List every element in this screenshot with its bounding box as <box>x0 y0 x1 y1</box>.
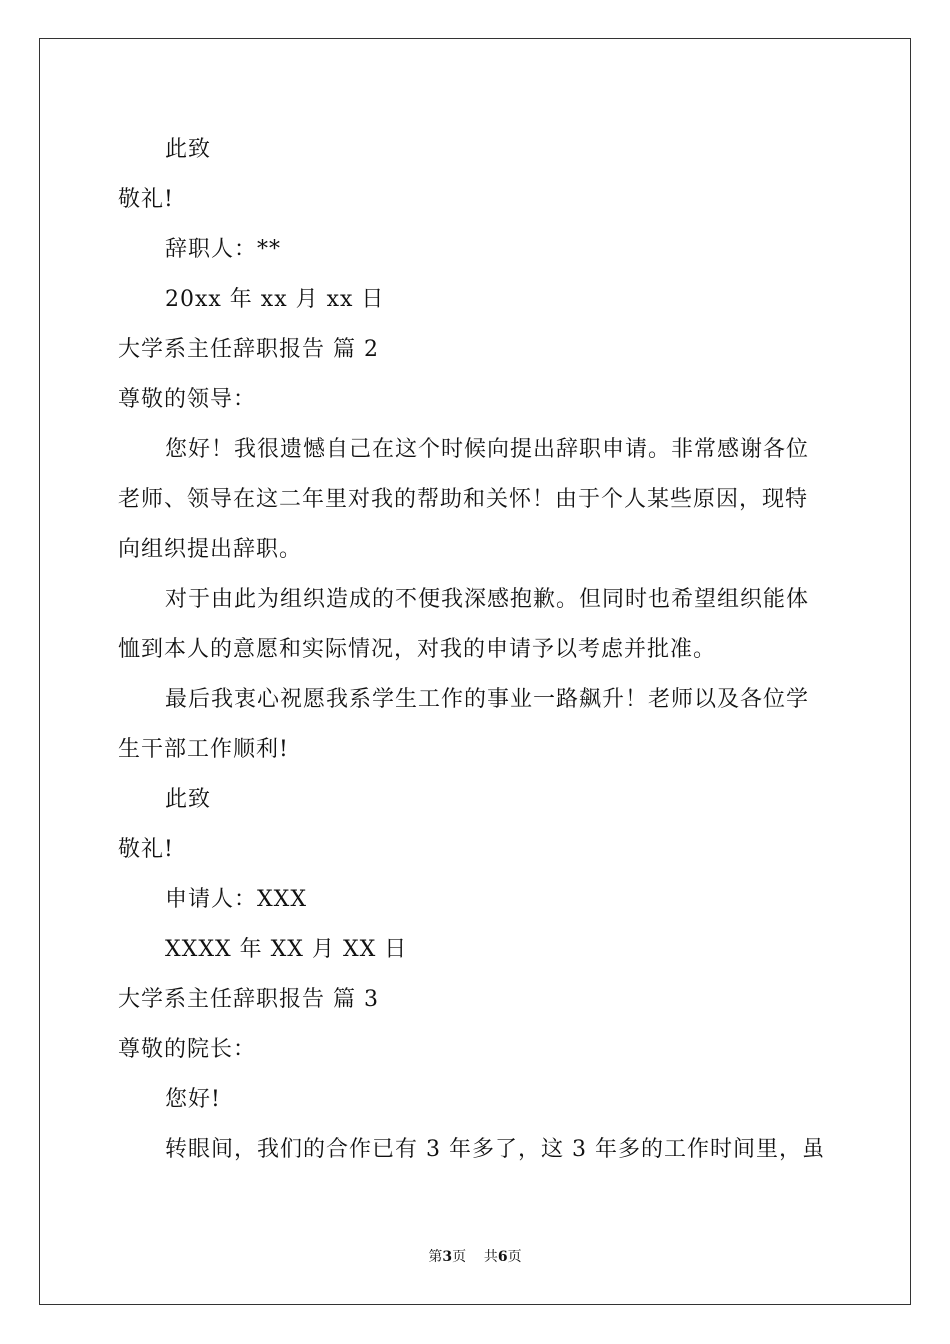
date-line: 20xx 年 xx 月 xx 日 <box>165 287 385 312</box>
salutation: 尊敬的院长： <box>118 1037 257 1062</box>
salutation: 尊敬的领导： <box>118 387 257 412</box>
paragraph-line: 对于由此为组织造成的不便我深感抱歉。但同时也希望组织能体 <box>165 587 810 612</box>
greeting-line: 您好! <box>165 1087 221 1112</box>
paragraph-line: 最后我衷心祝愿我系学生工作的事业一路飙升！老师以及各位学 <box>165 687 810 712</box>
signer-line: 申请人：XXX <box>165 887 307 912</box>
paragraph-line: 生干部工作顺利! <box>118 737 289 762</box>
section-title: 大学系主任辞职报告 篇 3 <box>118 987 379 1012</box>
page-total: 6 <box>497 1249 508 1265</box>
paragraph-line: 老师、领导在这二年里对我的帮助和关怀！由于个人某些原因，现特 <box>118 487 809 512</box>
paragraph-line: 向组织提出辞职。 <box>118 537 303 562</box>
page-mid: 页 共 <box>452 1249 498 1265</box>
closing-line: 此致 <box>165 787 212 812</box>
closing-line: 此致 <box>165 137 212 162</box>
paragraph-line: 恤到本人的意愿和实际情况，对我的申请予以考虑并批准。 <box>118 637 717 662</box>
page-prefix: 第 <box>428 1249 443 1265</box>
section-title: 大学系主任辞职报告 篇 2 <box>118 337 379 362</box>
paragraph-line: 您好！我很遗憾自己在这个时候向提出辞职申请。非常感谢各位 <box>165 437 810 462</box>
page-suffix: 页 <box>507 1249 522 1265</box>
closing-regards: 敬礼! <box>118 187 174 212</box>
paragraph-line: 转眼间，我们的合作已有 3 年多了，这 3 年多的工作时间里，虽 <box>165 1137 825 1162</box>
date-line: XXXX 年 XX 月 XX 日 <box>165 937 408 962</box>
page-current: 3 <box>442 1249 453 1265</box>
closing-regards: 敬礼! <box>118 837 174 862</box>
signer-line: 辞职人：** <box>165 237 282 262</box>
page-footer <box>0 1248 950 1266</box>
